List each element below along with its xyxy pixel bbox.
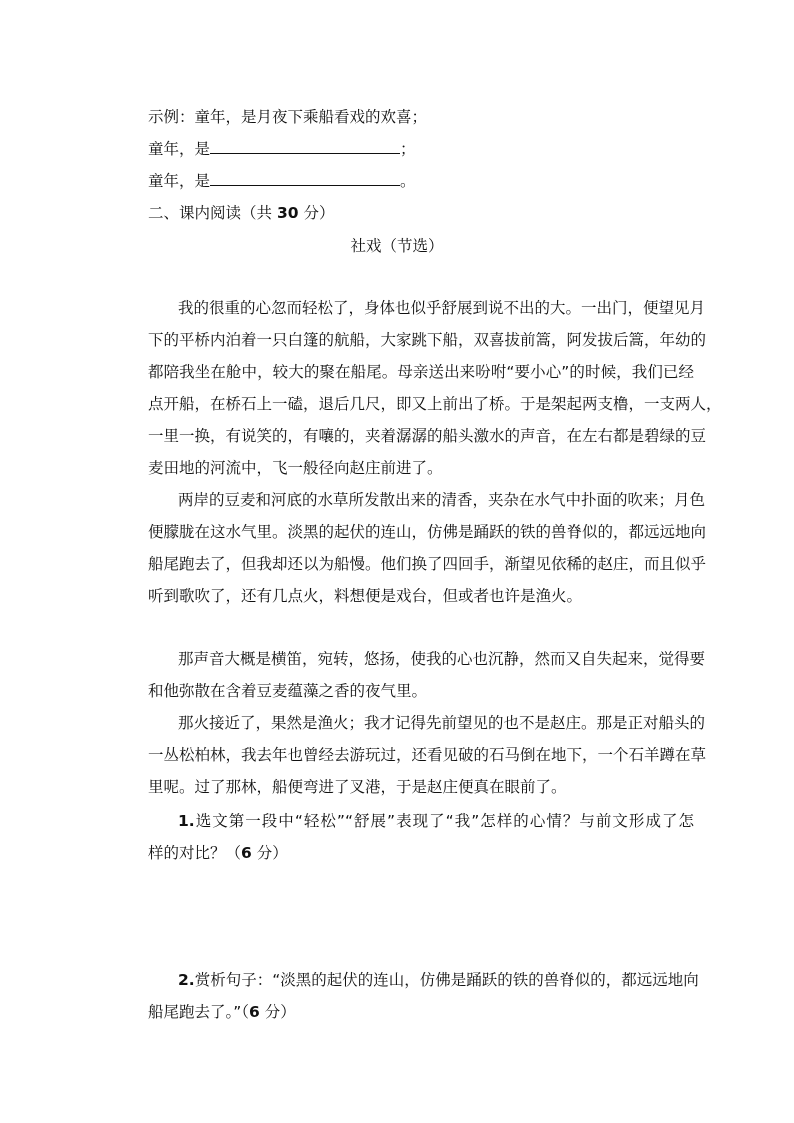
section-heading bbox=[148, 203, 334, 223]
fill-in-line-1 bbox=[148, 139, 416, 159]
section-points: 30 bbox=[276, 204, 299, 222]
question-1 bbox=[178, 811, 694, 831]
passage-line: 船尾跑去了，但我却还以为船慢。他们换了四回手，渐望见依稀的赵庄，而且似乎 bbox=[148, 555, 707, 573]
question-number: 1. bbox=[178, 812, 195, 830]
fill-in-suffix: ； bbox=[400, 140, 416, 158]
fill-in-suffix: 。 bbox=[400, 172, 416, 190]
question-2 bbox=[178, 970, 699, 990]
question-text: 船尾跑去了。”（ bbox=[148, 1003, 250, 1021]
question-text-end: 分） bbox=[251, 844, 288, 862]
question-points: 6 bbox=[241, 844, 252, 862]
passage-line: 下的平桥内泊着一只白篷的航船，大家跳下船，双喜拔前篙，阿发拔后篙，年幼的 bbox=[148, 331, 707, 349]
question-text: 赏析句子：“淡黑的起伏的连山，仿佛是踊跃的铁的兽脊似的，都远远地向 bbox=[194, 971, 699, 989]
passage-line: 两岸的豆麦和河底的水草所发散出来的清香，夹杂在水气中扑面的吹来；月色 bbox=[178, 491, 706, 509]
question-text: 样的对比？（ bbox=[148, 844, 242, 862]
passage-line: 那火接近了，果然是渔火；我才记得先前望见的也不是赵庄。那是正对船头的 bbox=[178, 714, 706, 732]
passage-line: 听到歌吹了，还有几点火，料想便是戏台，但或者也许是渔火。 bbox=[148, 587, 583, 605]
example-line bbox=[148, 107, 427, 127]
question-number: 2. bbox=[178, 971, 195, 989]
question-points: 6 bbox=[249, 1003, 260, 1021]
passage-line: 都陪我坐在舱中，较大的聚在船尾。母亲送出来吩咐“要小心”的时候，我们已经 bbox=[148, 363, 694, 381]
question-text: 选文第一段中“轻松”“舒展”表现了“我”怎样的心情？与前文形成了怎 bbox=[194, 812, 694, 830]
passage-line: 一丛松柏林，我去年也曾经去游玩过，还看见破的石马倒在地下，一个石羊蹲在草 bbox=[148, 746, 707, 764]
question-1-continued bbox=[148, 843, 288, 863]
fill-in-prefix: 童年，是 bbox=[148, 140, 211, 158]
question-text-end: 分） bbox=[259, 1003, 296, 1021]
passage-line: 一里一换，有说笑的，有嚷的，夹着潺潺的船头激水的声音，在左右都是碧绿的豆 bbox=[148, 427, 707, 445]
question-2-continued bbox=[148, 1002, 296, 1022]
section-heading-suffix: 分） bbox=[298, 204, 335, 222]
fill-in-prefix: 童年，是 bbox=[148, 172, 211, 190]
section-heading-prefix: 二、课内阅读（共 bbox=[148, 204, 277, 222]
example-text: 示例：童年，是月夜下乘船看戏的欢喜； bbox=[148, 108, 428, 126]
passage-line: 那声音大概是横笛，宛转，悠扬，使我的心也沉静，然而又自失起来，觉得要 bbox=[178, 650, 706, 668]
fill-in-line-2 bbox=[148, 171, 416, 191]
passage-line: 便朦胧在这水气里。淡黑的起伏的连山，仿佛是踊跃的铁的兽脊似的，都远远地向 bbox=[148, 523, 707, 541]
answer-blank[interactable] bbox=[210, 139, 400, 154]
passage-line: 和他弥散在含着豆麦蕴藻之香的夜气里。 bbox=[148, 682, 428, 700]
passage-title: 社戏（节选） bbox=[350, 237, 444, 255]
passage-line: 点开船，在桥石上一磕，退后几尺，即又上前出了桥。于是架起两支橹，一支两人， bbox=[148, 395, 722, 413]
answer-blank[interactable] bbox=[210, 171, 400, 186]
passage-line: 我的很重的心忽而轻松了，身体也似乎舒展到说不出的大。一出门，便望见月 bbox=[178, 299, 706, 317]
passage-line: 里呢。过了那林，船便弯进了叉港，于是赵庄便真在眼前了。 bbox=[148, 778, 567, 796]
passage-line: 麦田地的河流中，飞一般径向赵庄前进了。 bbox=[148, 459, 443, 477]
